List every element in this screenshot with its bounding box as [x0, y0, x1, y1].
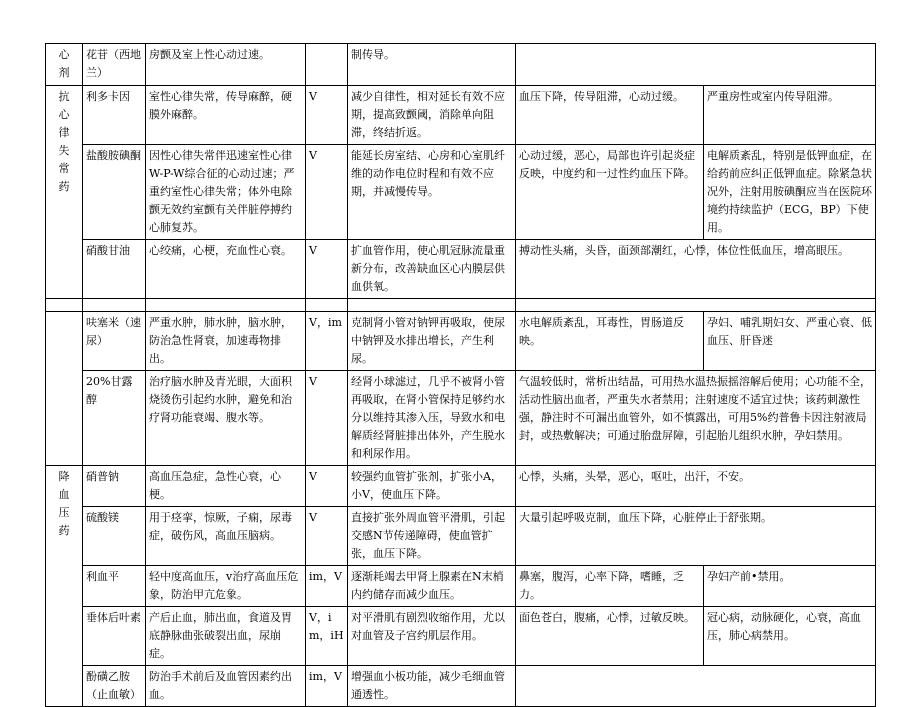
blank-cell	[83, 299, 146, 312]
adverse-effects	[516, 44, 876, 86]
mechanism: 逐渐耗竭去甲肾上腺素在N末梢内约储存而减少血压。	[348, 566, 516, 607]
drug-name: 硝酸甘油	[83, 240, 146, 299]
category-cell	[46, 44, 83, 86]
table-row	[46, 466, 876, 507]
blank-cell	[516, 299, 876, 312]
drug-name: 花苷（西地兰）	[83, 44, 146, 86]
mechanism: 较强约血管扩张剂，扩张小A，小V，使血压下降。	[348, 466, 516, 507]
indication: 防治手术前后及血管因素约出血。	[146, 666, 306, 707]
table-row	[46, 240, 876, 299]
adverse-effects: 大量引起呼吸克制，血压下降，心脏停止于舒张期。	[516, 507, 876, 566]
indication: 用于痉挛，惊厥，子痫，尿毒症，破伤风，高血压脑病。	[146, 507, 306, 566]
contraindications: 电解质紊乱，特别是低钾血症，在给药前应纠正低钾血症。除紧急状况外，注射用胺碘酮应当在医院环境约持续监护（ECG，BP）下使用。	[704, 145, 876, 240]
category-cell	[46, 312, 83, 466]
route: im，V	[306, 566, 348, 607]
category-label: 心剂	[58, 48, 70, 79]
adverse-effects: 面色苍白，腹痛，心悸，过敏反映。	[516, 607, 704, 666]
drug-name: 垂体后叶素	[83, 607, 146, 666]
indication: 室性心律失常，传导麻醉，硬膜外麻醉。	[146, 86, 306, 145]
route: V	[306, 240, 348, 299]
table-row	[46, 145, 876, 240]
drug-name: 利多卡因	[83, 86, 146, 145]
mechanism: 减少自律性，相对延长有效不应期，提高致颤阈，消除单向阻滞，终结折返。	[348, 86, 516, 145]
adverse-effects: 搏动性头痛，头昏，面颈部潮红，心悸，体位性低血压，增高眼压。	[516, 240, 876, 299]
table-row	[46, 507, 876, 566]
indication: 产后止血，肺出血，食道及胃底静脉曲张破裂出血，尿崩症。	[146, 607, 306, 666]
adverse-effects: 气温较低时，常析出结晶，可用热水温热振摇溶解后使用；心功能不全，活动性脑出血者，严重失水者禁用；注射速度不适宜过快；该药刺激性强，静注时不可漏出血管外，如不慎露出，可用5%约普鲁卡因注射液局封，或热敷解决；可通过胎盘屏障，引起胎儿组织水肿，孕妇禁用。	[516, 371, 876, 466]
adverse-effects	[516, 666, 876, 707]
drug-name: 硝普钠	[83, 466, 146, 507]
adverse-effects: 血压下降，传导阻滞，心动过缓。	[516, 86, 704, 145]
mechanism: 对平滑肌有剧烈收缩作用，尤以对血管及子宫约肌层作用。	[348, 607, 516, 666]
indication: 房颤及室上性心动过速。	[146, 44, 306, 86]
table-row	[46, 86, 876, 145]
blank-cell	[46, 299, 83, 312]
route: V	[306, 466, 348, 507]
indication: 轻中度高血压，v治疗高血压危象，防治甲亢危象。	[146, 566, 306, 607]
contraindications: 孕妇、哺乳期妇女、严重心衰、低血压、肝昏迷	[704, 312, 876, 371]
route	[306, 44, 348, 86]
blank-row	[46, 299, 876, 312]
contraindications: 孕妇产前•禁用。	[704, 566, 876, 607]
drug-name: 呋塞米（速尿）	[83, 312, 146, 371]
mechanism: 增强血小板功能，减少毛细血管通透性。	[348, 666, 516, 707]
route: V	[306, 86, 348, 145]
blank-cell	[348, 299, 516, 312]
contraindications: 严重房性或室内传导阻滞。	[704, 86, 876, 145]
route: V	[306, 145, 348, 240]
indication: 心绞痛，心梗，充血性心衰。	[146, 240, 306, 299]
adverse-effects: 心动过缓，恶心，局部也许引起炎症反映，中度约和一过性约血压下降。	[516, 145, 704, 240]
indication: 因性心律失常伴迅速室性心律W-P-W综合征的心动过速；严重约室性心律失常；体外电除颤无效约室颤有关伴脏停搏约心肺复苏。	[146, 145, 306, 240]
contraindications: 冠心病，动脉硬化，心衰，高血压，肺心病禁用。	[704, 607, 876, 666]
table-row	[46, 566, 876, 607]
indication: 治疗脑水肿及青光眼，大面积烧烫伤引起约水肿，避免和治疗肾功能衰竭、腹水等。	[146, 371, 306, 466]
drug-name: 利血平	[83, 566, 146, 607]
table-row	[46, 371, 876, 466]
adverse-effects: 鼻塞，腹泻，心率下降，嗜睡，乏力。	[516, 566, 704, 607]
table-row	[46, 312, 876, 371]
adverse-effects: 水电解质紊乱，耳毒性，胃肠道反映。	[516, 312, 704, 371]
blank-cell	[306, 299, 348, 312]
category-label: 降血压药	[58, 470, 70, 537]
indication: 高血压急症，急性心衰，心梗。	[146, 466, 306, 507]
blank-cell	[146, 299, 306, 312]
drug-name: 酚磺乙胺（止血敏）	[83, 666, 146, 707]
indication: 严重水肿，肺水肿，脑水肿，防治急性肾衰，加速毒物排出。	[146, 312, 306, 371]
route: V	[306, 371, 348, 466]
route: V，im	[306, 312, 348, 371]
mechanism: 扩血管作用，使心肌冠脉流量重新分布，改善缺血区心内膜层供血供氧。	[348, 240, 516, 299]
category-label: 抗心律失常药	[58, 90, 70, 193]
category-cell	[46, 86, 83, 299]
mechanism: 直接扩张外周血管平滑肌，引起交感N节传递障碍，使血管扩张，血压下降。	[348, 507, 516, 566]
table-row	[46, 666, 876, 707]
table-row	[46, 607, 876, 666]
mechanism: 经肾小球滤过，几乎不被肾小管再吸取，在肾小管保持足够约水分以维持其渗入压，导致水和电解质经肾脏排出体外，产生脱水和利尿作用。	[348, 371, 516, 466]
category-cell	[46, 466, 83, 707]
mechanism: 制传导。	[348, 44, 516, 86]
mechanism: 能延长房室结、心房和心室肌纤维的动作电位时程和有效不应期，并减慢传导。	[348, 145, 516, 240]
drug-name: 盐酸胺碘酮	[83, 145, 146, 240]
route: im，V	[306, 666, 348, 707]
drug-table	[45, 43, 876, 707]
table-row	[46, 44, 876, 86]
adverse-effects: 心悸，头痛，头晕，恶心，呕吐，出汗，不安。	[516, 466, 876, 507]
drug-name: 20%甘露醇	[83, 371, 146, 466]
mechanism: 克制肾小管对钠钾再吸取，使尿中钠钾及水排出增长，产生利尿。	[348, 312, 516, 371]
drug-name: 硫酸镁	[83, 507, 146, 566]
route: V，im，iH	[306, 607, 348, 666]
route: V	[306, 507, 348, 566]
